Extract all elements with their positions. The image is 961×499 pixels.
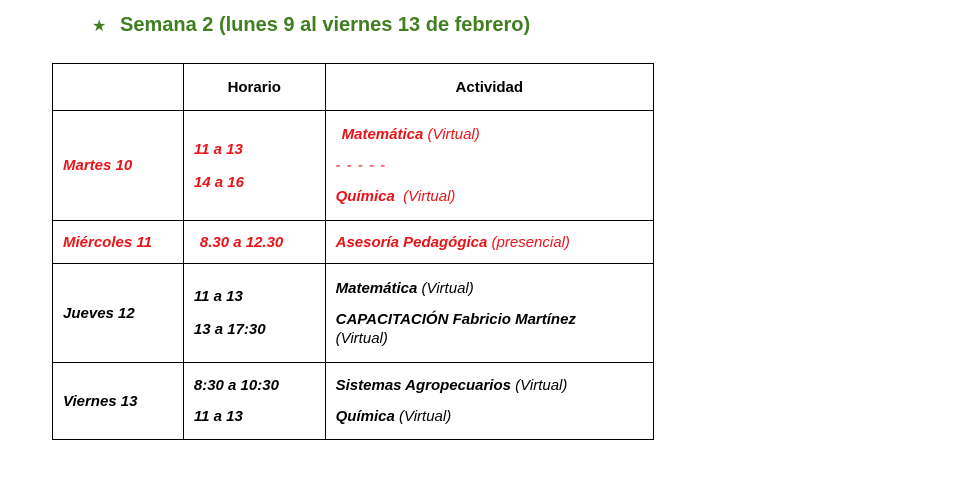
activity-item bbox=[336, 279, 643, 298]
time-slot: 11 a 13 bbox=[193, 288, 243, 305]
activity-mode: (Virtual) bbox=[403, 188, 456, 205]
activity-name: Química bbox=[335, 188, 395, 205]
activity-item bbox=[336, 407, 643, 426]
day-label: Viernes 13 bbox=[63, 392, 138, 410]
activity-name: Química bbox=[335, 408, 395, 425]
day-cell bbox=[53, 363, 184, 440]
activity-cell bbox=[325, 111, 653, 221]
activity-cell bbox=[325, 221, 653, 264]
activity-item bbox=[336, 125, 643, 144]
activity-mode: (Virtual) bbox=[427, 126, 480, 143]
activity-mode: (Virtual) bbox=[398, 408, 452, 425]
activity-name: Matemática bbox=[341, 126, 424, 143]
activity-name: Sistemas Agropecuarios bbox=[335, 377, 511, 394]
time-slot: 8.30 a 12.30 bbox=[199, 233, 284, 251]
activity-item bbox=[336, 376, 643, 395]
time-cell bbox=[183, 363, 325, 440]
time-slot: 8:30 a 10:30 bbox=[193, 377, 279, 394]
table-header-row bbox=[53, 64, 654, 111]
activity-cell bbox=[325, 264, 653, 363]
table-row-martes bbox=[53, 111, 654, 221]
table-row-viernes bbox=[53, 363, 654, 440]
activity-cell bbox=[325, 363, 653, 440]
activity-mode: (Virtual) bbox=[421, 279, 474, 297]
activity-name: Matemática bbox=[335, 279, 418, 297]
activity-separator: - - - - - bbox=[335, 157, 387, 174]
time-cell bbox=[183, 111, 325, 221]
day-label: Jueves 12 bbox=[63, 304, 135, 322]
day-cell bbox=[53, 111, 184, 221]
section-title: Semana 2 (lunes 9 al viernes 13 de febrero) bbox=[120, 14, 531, 36]
time-slot: 14 a 16 bbox=[193, 173, 244, 191]
activity-item bbox=[336, 310, 643, 329]
activity-mode: (Virtual) bbox=[515, 377, 568, 394]
time-slot: 13 a 17:30 bbox=[193, 321, 266, 338]
time-cell bbox=[183, 221, 325, 264]
section-heading bbox=[92, 14, 530, 37]
activity-item bbox=[336, 234, 570, 251]
day-label: Martes 10 bbox=[63, 157, 133, 174]
star-icon: ★ bbox=[92, 18, 107, 35]
time-slot: 11 a 13 bbox=[193, 140, 243, 158]
header-day-cell bbox=[53, 64, 184, 111]
activity-mode: (presencial) bbox=[491, 233, 570, 251]
header-actividad: Actividad bbox=[325, 64, 653, 111]
activity-name: Asesoría Pedagógica bbox=[335, 233, 488, 251]
day-label: Miércoles 11 bbox=[63, 233, 152, 251]
day-cell bbox=[53, 264, 184, 363]
time-cell bbox=[183, 264, 325, 363]
activity-mode: (Virtual) bbox=[335, 329, 388, 347]
header-horario: Horario bbox=[183, 64, 325, 111]
activity-name: CAPACITACIÓN Fabricio Martínez bbox=[335, 310, 576, 328]
activity-item bbox=[336, 187, 643, 206]
schedule-table bbox=[52, 63, 654, 440]
day-cell bbox=[53, 221, 184, 264]
table-row-jueves bbox=[53, 264, 654, 363]
table-row-miercoles bbox=[53, 221, 654, 264]
time-slot: 11 a 13 bbox=[193, 408, 243, 425]
